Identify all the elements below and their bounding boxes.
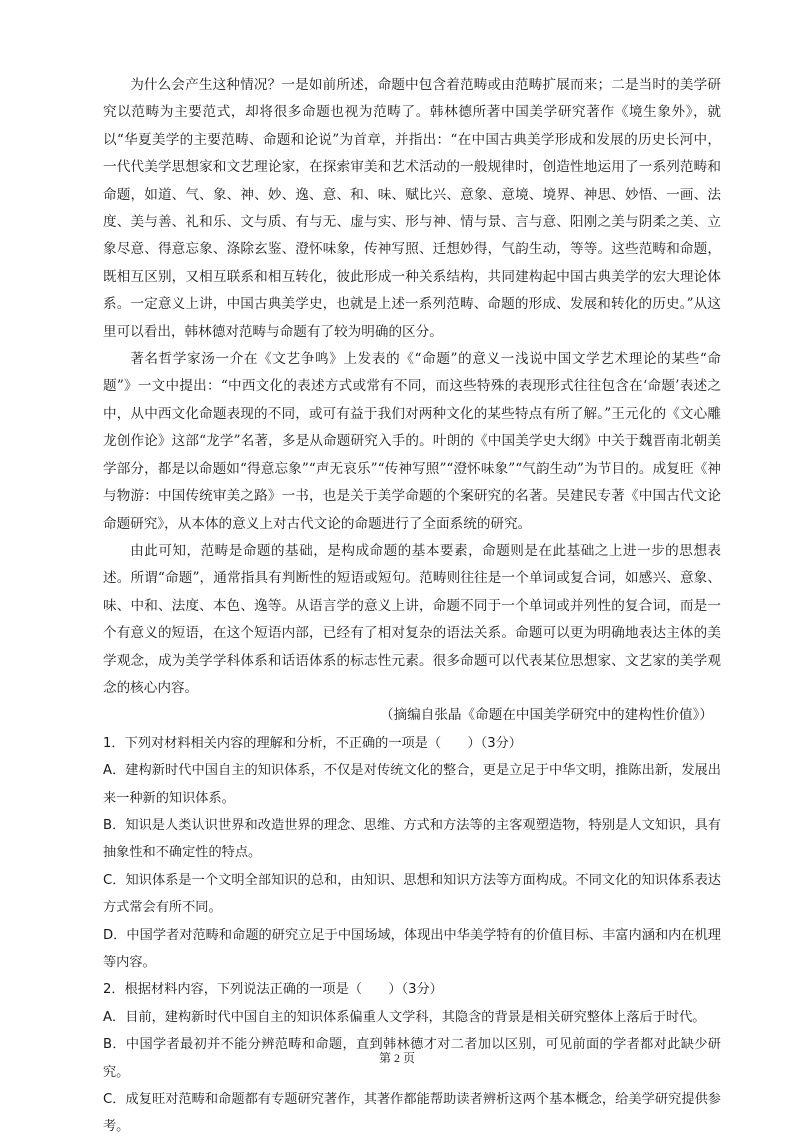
question-1-option-a: A．建构新时代中国自主的知识体系，不仅是对传统文化的整合，更是立足于中华文明，推陈出新，发展出来一种新的知识体系。	[103, 763, 721, 806]
question-1-option-d: D．中国学者对范畴和命题的研究立足于中国场域，体现出中华美学特有的价值目标、丰富内涵和内在机理等内容。	[103, 927, 721, 970]
question-2-option-b: B．中国学者最初并不能分辨范畴和命题，直到韩林德才对二者加以区别，可见前面的学者都对此缺少研究。	[103, 1037, 721, 1080]
body-paragraph-1: 为什么会产生这种情况？一是如前所述，命题中包含着范畴或由范畴扩展而来；二是当时的美学研究以范畴为主要范式，却将很多命题也视为范畴了。韩林德所著中国美学研究著作《境生象外》，就以“华夏美学的主要范畴、命题和论说”为首章，并指出：“在中国古典美学形成和发展的历史长河中，一代代美学思想家和文艺理论家，在探索审美和艺术活动的一般规律时，创造性地运用了一系列范畴和命题，如道、气、象、神、妙、逸、意、和、味、赋比兴、意象、意境、境界、神思、妙悟、一画、法度、美与善、礼和乐、文与质、有与无、虚与实、形与神、情与景、言与意、阳刚之美与阴柔之美、立象尽意、得意忘象、涤除玄鉴、澄怀味象，传神写照、迁想妙得，气韵生动，等等。这些范畴和命题，既相互区别，又相互联系和相互转化，彼此形成一种关系结构，共同建构起中国古典美学的宏大理论体系。一定意义上讲，中国古典美学史，也就是上述一系列范畴、命题的形成、发展和转化的历史。”从这里可以看出，韩林德对范畴与命题有了较为明确的区分。	[103, 77, 721, 340]
page-number: 第 2 页	[378, 1051, 415, 1065]
question-2-option-c: C．成复旺对范畴和命题都有专题研究著作，其著作都能帮助读者辨析这两个基本概念，给美学研究提供参考。	[103, 1092, 721, 1135]
question-1	[103, 730, 721, 977]
question-1-stem: 1．下列对材料相关内容的理解和分析，不正确的一项是（ ）（3分）	[103, 735, 522, 751]
question-2-option-a: A．目前，建构新时代中国自主的知识体系偏重人文学科，其隐含的背景是相关研究整体上落后于时代。	[103, 1009, 706, 1025]
question-2-stem: 2．根据材料内容，下列说法正确的一项是（ ）（3分）	[103, 982, 443, 998]
question-1-option-c: C．知识体系是一个文明全部知识的总和，由知识、思想和知识方法等方面构成。不同文化的知识体系表达方式常会有所不同。	[103, 872, 721, 916]
body-paragraph-3: 由此可知，范畴是命题的基础，是构成命题的基本要素，命题则是在此基础之上进一步的思想表述。所谓“命题”，通常指具有判断性的短语或短句。范畴则往往是一个单词或复合词，如感兴、意象、味、中和、法度、本色、逸等。从语言学的意义上讲，命题不同于一个单词或并列性的复合词，而是一个有意义的短语，在这个短语内部，已经有了相对复杂的语法关系。命题可以更为明确地表达主体的美学观念，成为美学学科体系和话语体系的标志性元素。很多命题可以代表某位思想家、文艺家的美学观念的核心内容。	[103, 542, 721, 696]
question-1-option-b: B．知识是人类认识世界和改造世界的理念、思维、方式和方法等的主客观塑造物，特别是人文知识，具有抽象性和不确定性的特点。	[103, 817, 721, 861]
source-citation: （摘编自张晶《命题在中国美学研究中的建构性价值》）	[379, 707, 713, 724]
body-paragraph-2: 著名哲学家汤一介在《文艺争鸣》上发表的《“命题”的意义一浅说中国文学艺术理论的某些“命题”》一文中提出：“中西文化的表述方式或常有不同，而这些特殊的表现形式往往包含在‘命题’表述之中，从中西文化命题表现的不同，或可有益于我们对两种文化的某些特点有所了解。”王元化的《文心雕龙创作论》这部“龙学”名著，多是从命题研究入手的。叶朗的《中国美学史大纲》中关于魏晋南北朝美学部分，都是以命题如“得意忘象”“声无哀乐”“传神写照”“澄怀味象”“气韵生动”为节目的。成复旺《神与物游：中国传统审美之路》一书，也是关于美学命题的个案研究的名著。吴建民专著《中国古代文论命题研究》，从本体的意义上对古代文论的命题进行了全面系统的研究。	[103, 351, 721, 532]
